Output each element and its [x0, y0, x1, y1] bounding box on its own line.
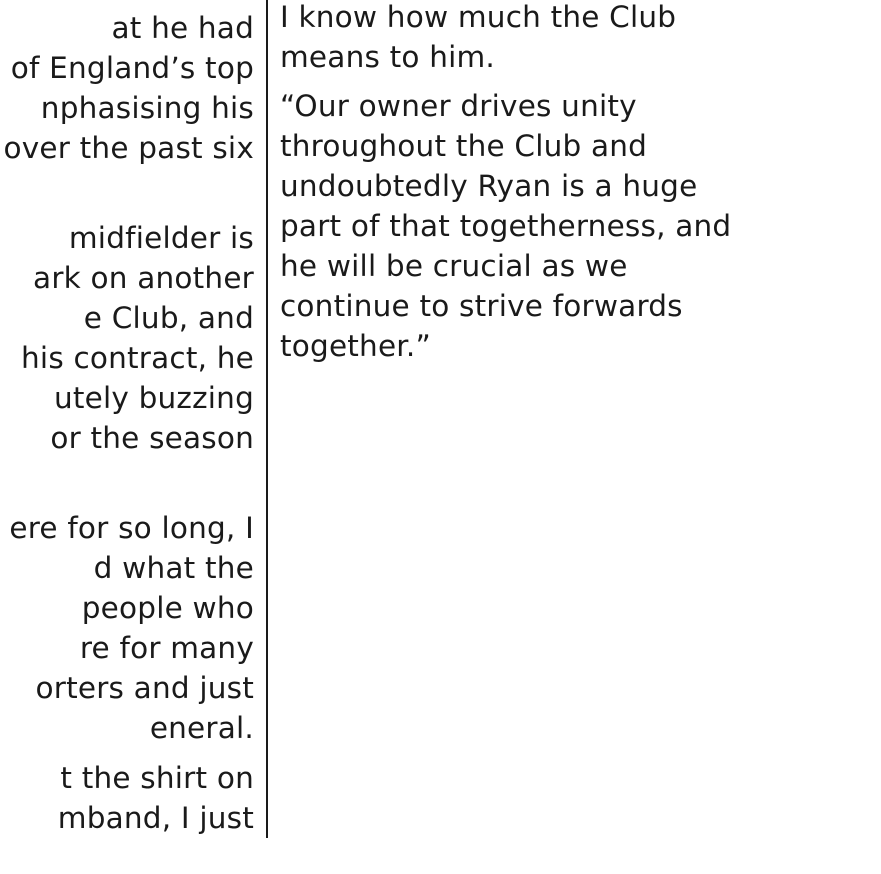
left-line: midfielder is	[68, 221, 254, 255]
left-line: mband, I just	[57, 801, 254, 835]
left-line: d what the	[93, 551, 254, 585]
left-line: of England’s top	[10, 51, 254, 85]
right-line: part of that togetherness, and	[280, 209, 732, 243]
left-line: ark on another	[33, 261, 254, 295]
left-line: over the past six	[3, 131, 254, 165]
left-line: t the shirt on	[60, 761, 254, 795]
left-line: nphasising his	[40, 91, 254, 125]
left-line: utely buzzing	[53, 381, 254, 415]
left-line: people who	[81, 591, 254, 625]
left-line: eneral.	[149, 711, 254, 745]
right-line: he will be crucial as we	[280, 249, 628, 283]
right-line: I know how much the Club	[280, 0, 677, 34]
left-line: his contract, he	[21, 341, 254, 375]
left-text-column	[0, 0, 262, 874]
left-line: e Club, and	[83, 301, 254, 335]
left-line: orters and just	[35, 671, 254, 705]
right-line: together.”	[280, 329, 431, 363]
right-line: “Our owner drives unity	[280, 89, 637, 123]
right-line: means to him.	[280, 40, 496, 74]
left-line: at he had	[111, 11, 254, 45]
right-line: continue to strive forwards	[280, 289, 683, 323]
left-line: ere for so long, I	[9, 511, 254, 545]
right-line: undoubtedly Ryan is a huge	[280, 169, 698, 203]
column-divider	[266, 0, 268, 838]
left-line: re for many	[79, 631, 254, 665]
left-line: or the season	[50, 421, 254, 455]
right-line: throughout the Club and	[280, 129, 648, 163]
